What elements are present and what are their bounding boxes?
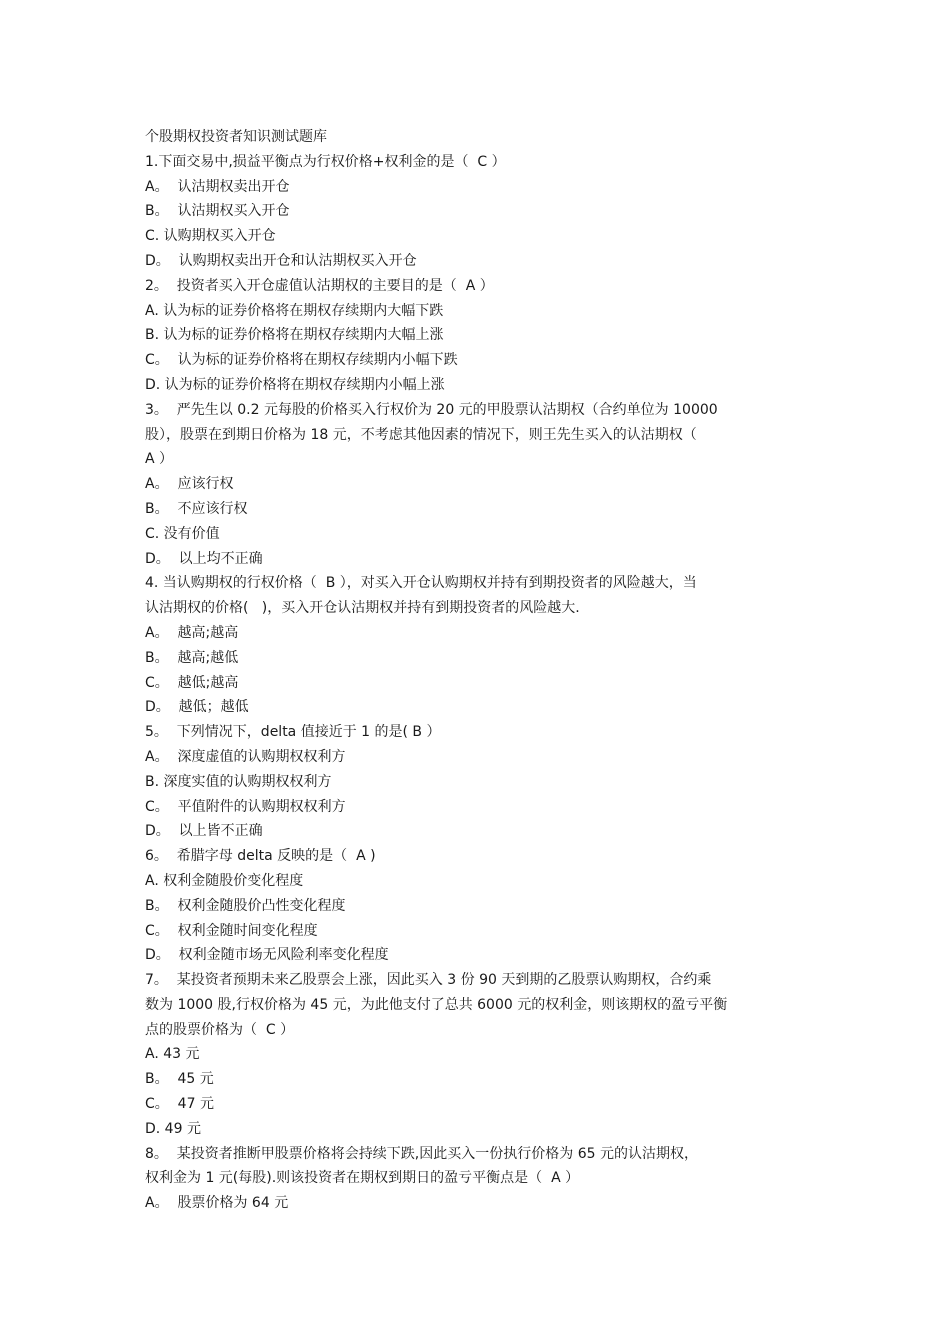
option-line: D. 49 元 xyxy=(145,1120,201,1137)
option-line: C。 认为标的证券价格将在期权存续期内小幅下跌 xyxy=(145,352,458,369)
option-line: C。 权利金随时间变化程度 xyxy=(145,922,318,939)
question-7: 7。 某投资者预期未来乙股票会上涨，因此买入 3 份 90 天到期的乙股票认购期权，合约乘 xyxy=(145,972,712,989)
question-5: 5。 下列情况下，delta 值接近于 1 的是( B ） xyxy=(145,724,441,741)
document-title: 个股期权投资者知识测试题库 xyxy=(145,129,327,145)
option-line: D. 认为标的证券价格将在期权存续期内小幅上涨 xyxy=(145,376,445,393)
option-line: B。 权利金随股价凸性变化程度 xyxy=(145,897,346,914)
question-8: 8。 某投资者推断甲股票价格将会持续下跌,因此买入一份执行价格为 65 元的认沽期权， xyxy=(145,1145,698,1162)
question-8-cont: 权利金为 1 元(每股).则该投资者在期权到期日的盈亏平衡点是（ A ） xyxy=(145,1170,580,1187)
option-line: A。 深度虚值的认购期权权利方 xyxy=(145,748,346,765)
option-line: A. 权利金随股价变化程度 xyxy=(145,872,304,889)
option-line: B。 越高;越低 xyxy=(145,649,239,666)
option-line: D。 权利金随市场无风险利率变化程度 xyxy=(145,947,389,964)
option-line: A. 认为标的证券价格将在期权存续期内大幅下跌 xyxy=(145,302,444,319)
option-line: C. 认购期权买入开仓 xyxy=(145,228,276,245)
option-line: C。 平值附件的认购期权权利方 xyxy=(145,798,346,815)
option-line: B. 深度实值的认购期权权利方 xyxy=(145,773,332,790)
question-7-cont: 点的股票价格为（ C ） xyxy=(145,1021,295,1038)
option-line: D。 越低；越低 xyxy=(145,699,249,716)
option-line: A。 股票价格为 64 元 xyxy=(145,1195,289,1212)
question-2: 2。 投资者买入开仓虚值认沽期权的主要目的是（ A ） xyxy=(145,277,494,294)
option-line: C。 越低;越高 xyxy=(145,674,239,691)
option-line: B。 认沽期权买入开仓 xyxy=(145,203,290,220)
option-line: A。 应该行权 xyxy=(145,476,234,493)
option-line: B. 认为标的证券价格将在期权存续期内大幅上涨 xyxy=(145,327,444,344)
question-6: 6。 希腊字母 delta 反映的是（ A ) xyxy=(145,848,376,865)
question-3: 3。 严先生以 0.2 元每股的价格买入行权价为 20 元的甲股票认沽期权（合约单位为 10000 xyxy=(145,401,718,418)
question-3-answer: A ） xyxy=(145,451,174,468)
option-line: A。 认沽期权卖出开仓 xyxy=(145,178,290,195)
option-line: A. 43 元 xyxy=(145,1046,200,1063)
question-4-cont: 认沽期权的价格( )，买入开仓认沽期权并持有到期投资者的风险越大. xyxy=(145,600,580,617)
option-line: A。 越高;越高 xyxy=(145,624,239,641)
question-3-cont: 股），股票在到期日价格为 18 元，不考虑其他因素的情况下，则王先生买入的认沽期权（ xyxy=(145,426,697,443)
option-line: D。 以上均不正确 xyxy=(145,550,263,567)
question-4: 4. 当认购期权的行权价格（ B ），对买入开仓认购期权并持有到期投资者的风险越大，当 xyxy=(145,575,697,592)
option-line: B。 45 元 xyxy=(145,1071,214,1088)
document-page xyxy=(145,125,810,1216)
option-line: D。 认购期权卖出开仓和认沽期权买入开仓 xyxy=(145,252,417,269)
option-line: D。 以上皆不正确 xyxy=(145,823,263,840)
option-line: B。 不应该行权 xyxy=(145,500,248,517)
option-line: C. 没有价值 xyxy=(145,525,220,542)
question-1: 1.下面交易中,损益平衡点为行权价格+权利金的是（ C ） xyxy=(145,153,506,170)
option-line: C。 47 元 xyxy=(145,1096,214,1113)
question-7-cont: 数为 1000 股,行权价格为 45 元，为此他支付了总共 6000 元的权利金，则该期权的盈亏平衡 xyxy=(145,996,728,1013)
